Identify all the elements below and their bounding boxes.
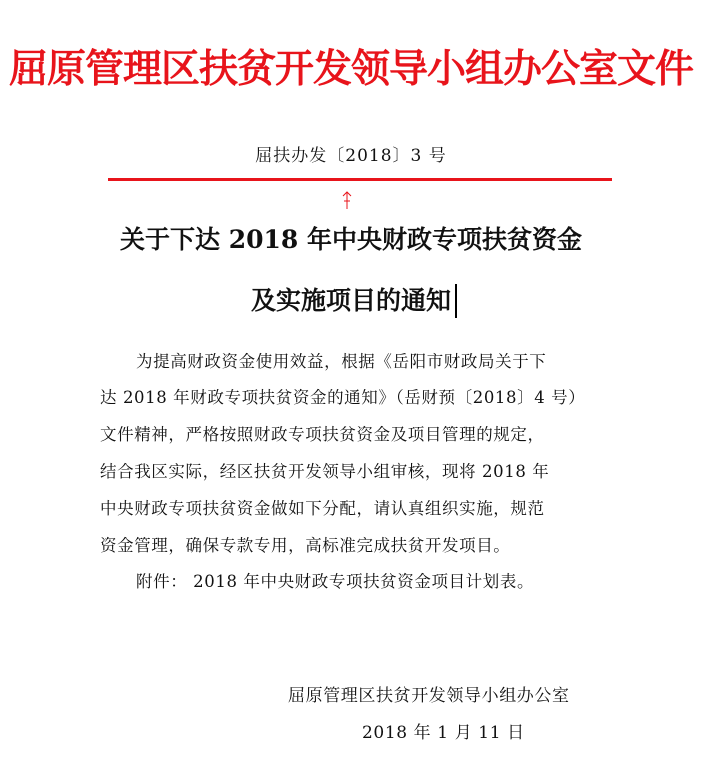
signature-date: 2018 年 1 月 11 日 xyxy=(362,723,525,743)
signature-unit: 屈原管理区扶贫开发领导小组办公室 xyxy=(288,686,570,706)
document-number: 屈扶办发〔2018〕3 号 xyxy=(255,146,447,166)
notice-title-line-2: 及实施项目的通知 xyxy=(250,286,451,315)
attachment-line: 附件： 2018 年中央财政专项扶贫资金项目计划表。 xyxy=(136,572,535,591)
red-separator-line xyxy=(108,178,612,181)
body-line: 为提高财政资金使用效益，根据《岳阳市财政局关于下 xyxy=(136,352,547,371)
anchor-icon xyxy=(340,190,354,210)
body-line: 结合我区实际，经区扶贫开发领导小组审核，现将 2018 年 xyxy=(100,462,550,481)
body-line: 中央财政专项扶贫资金做如下分配，请认真组织实施，规范 xyxy=(100,499,545,518)
text-cursor xyxy=(455,284,457,318)
body-line: 达 2018 年财政专项扶贫资金的通知》（岳财预〔2018〕4 号） xyxy=(100,388,586,407)
body-line: 资金管理，确保专款专用，高标准完成扶贫开发项目。 xyxy=(100,536,511,555)
document-header-title: 屈原管理区扶贫开发领导小组办公室文件 xyxy=(8,47,693,92)
notice-title-line-1: 关于下达 2018 年中央财政专项扶贫资金 xyxy=(120,225,582,254)
body-line: 文件精神，严格按照财政专项扶贫资金及项目管理的规定， xyxy=(100,425,545,444)
